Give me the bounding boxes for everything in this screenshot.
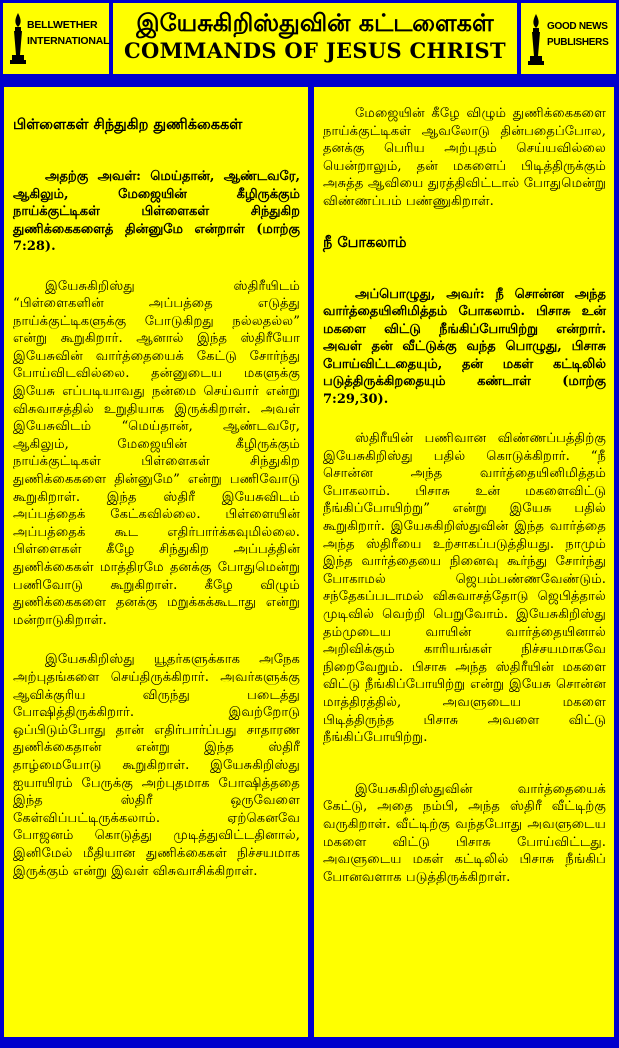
paragraph: இயேசுகிறிஸ்து ஸ்திரீயிடம் “பிள்ளைகளின் அப்பத்தை எடுத்து நாய்க்குட்டிகளுக்கு போடுகிறது நல்லதல்ல” என்று கூறுகிறார். ஆனால் இந்த ஸ்திரீயோ இயேசுவின் வார்த்தையைக் கேட்டு சோர்ந்து போய்விடவில்லை. தன்னுடைய மகளுக்கு இயேசு எப்படியாவது நன்மை செய்வார் என்று விசுவாசத்தில் உறுதியாக இருக்கிறாள். அவள் இயேசுவிடம் “மெய்தான், ஆண்டவரே, ஆகிலும், மேஜையின் கீழிருக்கும் நாய்க்குட்டிகள் பிள்ளைகள் சிந்துகிற துணிக்கைகளை தின்னுமே” என்று பணிவோடு கூறுகிறாள். இந்த ஸ்திரீ இயேசுவிடம் அப்பத்தைக் கேட்கவில்லை. பிள்ளையின் அப்பத்தைக் கூட எதிர்பார்க்கவுமில்லை. பிள்ளைகள் கீழே சிந்துகிற அப்பத்தின் துணிக்கைகள் மாத்திரமே தனக்கு போதுமென்று பணிவோடு கூறுகிறாள். கீழே விழும் துணிக்கைகளை தனக்கு மறுக்கக்கூடாது என்று மன்றாடுகிறாள். <box>13 278 300 628</box>
paragraph: இயேசுகிறிஸ்து யூதர்களுக்காக அநேக அற்புதங்களை செய்திருக்கிறார். அவர்களுக்கு ஆவிக்குரிய விருந்து படைத்து போஷித்திருக்கிறார். இவற்றோடு ஒப்பிடும்போது தான் எதிர்பார்ப்பது சாதாரண துணிக்கைதான் என்று இந்த ஸ்திரீ தாழ்மையோடு கூறுகிறாள். இயேசுகிறிஸ்து ஐயாயிரம் பேருக்கு அற்புதமாக போஷித்ததை இந்த ஸ்திரீ ஒருவேளை கேள்விப்பட்டிருக்கலாம். ஏற்கெனவே போஜனம் கொடுத்து முடித்துவிட்டதினால், இனிமேல் மீதியான துணிக்கைகள் நிச்சயமாக இருக்கும் என்று இவள் விசுவாசிக்கிறாள். <box>13 652 300 879</box>
paragraph: ஸ்திரீயின் பணிவான விண்ணப்பத்திற்கு இயேசுகிறிஸ்து பதில் கொடுக்கிறார். “நீ சொன்ன அந்த வார்த்தையினிமித்தம் போகலாம். பிசாசு உன் மகளைவிட்டு நீங்கிப்போயிற்று” என்று இயேசு பதில் கூறுகிறார். இயேசுகிறிஸ்துவின் இந்த வார்த்தை அந்த ஸ்திரீயை உற்சாகப்படுத்தியது. நாமும் இந்த வார்த்தையை நினைவு கூர்ந்து சோர்ந்து போகாமல் ஜெபம்பண்ணவேண்டும். சந்தேகப்படாமல் விசுவாசத்தோடு ஜெபித்தால் முடிவில் வெற்றி பெறுவோம். இயேசுகிறிஸ்து தம்முடைய வாயின் வார்த்தையினால் அறிவிக்கும் காரியங்கள் நிச்சயமாகவே நிறைவேறும். பிசாசு அந்த ஸ்திரீயின் மகளை விட்டு நீங்கிப்போயிற்று என்று இயேசு சொன்ன மாத்திரத்தில், அவளுடைய மகளை பிடித்திருந்த பிசாசு அவளை விட்டு நீங்கிப்போயிற்று. <box>323 431 606 746</box>
torch-icon <box>527 12 545 66</box>
publisher-left-line1: BELLWETHER <box>27 19 98 31</box>
left-column <box>4 87 308 1037</box>
publisher-right-line2: PUBLISHERS <box>547 37 609 48</box>
title-english: COMMANDS OF JESUS CHRIST <box>124 38 506 63</box>
paragraph: மேஜையின் கீழே விழும் துணிக்கைகளை நாய்க்குட்டிகள் ஆவலோடு தின்பதைப்போல, தனக்கு பெரிய அற்புதம் செய்யவில்லை யென்றாலும், தன் மகளைப் பிடித்திருக்கும் அசுத்த ஆவியை துரத்திவிட்டால் போதுமென்று விண்ணப்பம் பண்ணுகிறாள். <box>323 106 606 209</box>
good-news-logo <box>521 3 616 74</box>
publisher-right-line1: GOOD NEWS <box>547 21 608 32</box>
page-header <box>0 0 619 79</box>
scripture-verse: அப்பொழுது, அவர்: நீ சொன்ன அந்த வார்த்தையினிமித்தம் போகலாம். பிசாசு உன் மகளை விட்டு நீங்கிப்போயிற்று என்றார். அவள் தன் வீட்டுக்கு வந்த பொழுது, பிசாசு போய்விட்டதையும், தன் மகள் கட்டிலில் படுத்திருக்கிறதையும் கண்டாள் (மாற்கு 7:29,30). <box>323 286 606 407</box>
section-heading: நீ போகலாம் <box>323 233 407 251</box>
title-box <box>113 3 517 74</box>
bellwether-logo <box>3 3 109 74</box>
torch-icon <box>9 11 27 65</box>
right-column <box>314 87 614 1037</box>
scripture-verse: அதற்கு அவள்: மெய்தான், ஆண்டவரே, ஆகிலும், மேஜையின் கீழிருக்கும் நாய்க்குட்டிகள் பிள்ளைகள் சிந்துகிற துணிக்கைகளைத் தின்னுமே என்றாள் (மாற்கு 7:28). <box>13 169 300 254</box>
section-heading: பிள்ளைகள் சிந்துகிற துணிக்கைகள் <box>13 116 243 133</box>
content-frame <box>0 79 619 1048</box>
paragraph: இயேசுகிறிஸ்துவின் வார்த்தையைக் கேட்டு, அதை நம்பி, அந்த ஸ்திரீ வீட்டிற்கு வருகிறாள். வீட்டிற்கு வந்தபோது அவளுடைய மகளை விட்டு பிசாசு போய்விட்டது. அவளுடைய மகள் கட்டிலில் பிசாசு நீங்கிப் போனவளாக படுத்திருக்கிறாள். <box>323 781 606 885</box>
publisher-left-line2: INTERNATIONAL <box>27 35 110 47</box>
title-tamil: இயேசுகிறிஸ்துவின் கட்டளைகள் <box>136 8 494 37</box>
